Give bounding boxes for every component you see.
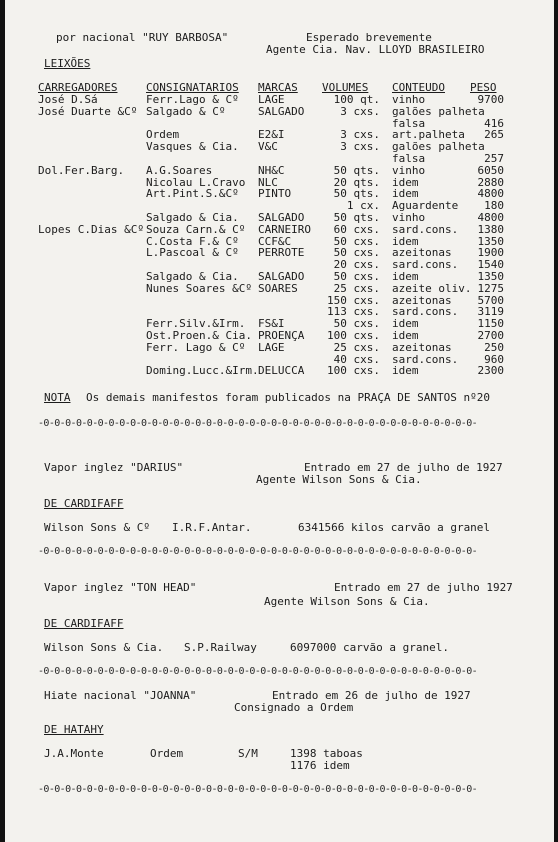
- note-text: Os demais manifestos foram publicados na PRAÇA DE SANTOS nº20: [86, 391, 490, 404]
- cell-contents: idem: [392, 317, 419, 331]
- joanna-vessel: Hiate nacional "JOANNA": [44, 689, 197, 702]
- col-consignee: CONSIGNATARIOS: [146, 81, 239, 94]
- col-shipper: CARREGADORES: [38, 81, 118, 94]
- cell-consignee: Salgado & Cº: [146, 104, 226, 118]
- cell-marks: SALGADO: [258, 104, 305, 118]
- joanna-marks: S/M: [238, 747, 258, 760]
- cell-marks: E2&I: [258, 128, 285, 142]
- scan-edge-right: [554, 0, 558, 842]
- cell-volumes: 50 cxs.: [333, 234, 380, 248]
- joanna-consigned: Consignado a Ordem: [234, 701, 354, 714]
- cell-contents: vinho: [392, 211, 426, 224]
- tonhead-arrival: Entrado em 27 de julho 1927: [334, 581, 513, 594]
- cell-volumes: 3 cxs.: [340, 104, 380, 118]
- origin-port: LEIXÕES: [44, 57, 91, 70]
- tonhead-origin: DE CARDIFAFF: [44, 617, 124, 630]
- cell-contents: vinho: [392, 93, 426, 106]
- cell-consignee: Ferr.Lago & Cº: [146, 93, 239, 106]
- cell-weight: 1350: [477, 234, 504, 248]
- cell-contents: azeite oliv.: [392, 281, 472, 295]
- cell-consignee: Salgado & Cia.: [146, 211, 239, 224]
- cell-consignee: Salgado & Cia.: [146, 270, 239, 283]
- cell-consignee: C.Costa F.& Cº: [146, 234, 239, 248]
- cell-weight: 6050: [477, 163, 504, 177]
- cell-marks: CCF&C: [258, 234, 292, 248]
- cell-contents: Aguardente: [392, 199, 459, 213]
- cell-contents: azeitonas: [392, 246, 452, 260]
- col-contents: CONTEUDO: [392, 81, 445, 94]
- cell-weight: 4800: [477, 187, 504, 201]
- cell-marks: PERROTE: [258, 246, 305, 260]
- cell-shipper: José Duarte &Cº: [38, 104, 138, 118]
- cell-weight: 1275: [477, 281, 504, 295]
- joanna-arrival: Entrado em 26 de julho de 1927: [272, 689, 471, 702]
- cell-marks: PINTO: [258, 187, 292, 201]
- cell-contents: art.palheta: [392, 128, 465, 142]
- cell-marks: SALGADO: [258, 270, 305, 283]
- cell-weight: 9700: [477, 93, 504, 106]
- cell-volumes: 3 cxs.: [340, 140, 380, 154]
- cell-volumes: 50 cxs.: [333, 270, 380, 283]
- cell-contents: idem: [392, 175, 419, 189]
- cell-volumes: 50 cxs.: [333, 246, 380, 260]
- cell-volumes: 50 qts.: [333, 163, 380, 177]
- cell-contents: falsa: [392, 116, 426, 130]
- cell-marks: PROENÇA: [258, 329, 305, 342]
- vessel-title: por nacional "RUY BARBOSA": [56, 31, 229, 44]
- cell-weight: 180: [484, 199, 504, 213]
- cell-volumes: 40 cxs.: [333, 352, 380, 366]
- cell-contents: vinho: [392, 163, 426, 177]
- cell-weight: 3119: [477, 305, 504, 319]
- tonhead-shipper: Wilson Sons & Cia.: [44, 641, 164, 654]
- darius-origin: DE CARDIFAFF: [44, 497, 124, 510]
- darius-vessel: Vapor inglez "DARIUS": [44, 461, 184, 474]
- cell-marks: DELUCCA: [258, 364, 305, 378]
- cell-volumes: 20 qts.: [333, 175, 380, 189]
- tonhead-consignee: S.P.Railway: [184, 641, 257, 654]
- cell-volumes: 100 cxs.: [327, 329, 380, 342]
- separator: -0-0-0-0-0-0-0-0-0-0-0-0-0-0-0-0-0-0-0-0-0-0-0-0-0-0-0-0-0-0-0-0-0-0-0-0-0-0-0-0-: [38, 546, 478, 557]
- cell-consignee: L.Pascoal & Cº: [146, 246, 239, 260]
- cell-weight: 1900: [477, 246, 504, 260]
- cell-weight: 2700: [477, 329, 504, 342]
- scan-edge-left: [0, 0, 5, 842]
- joanna-cargo-2: 1176 idem: [290, 759, 350, 772]
- cell-volumes: 100 qt.: [333, 93, 380, 106]
- tonhead-agent: Agente Wilson Sons & Cia.: [264, 595, 430, 608]
- cell-contents: sard.cons.: [392, 352, 459, 366]
- separator: -0-0-0-0-0-0-0-0-0-0-0-0-0-0-0-0-0-0-0-0-0-0-0-0-0-0-0-0-0-0-0-0-0-0-0-0-0-0-0-0-: [38, 418, 478, 429]
- cell-volumes: 1 cx.: [346, 199, 380, 213]
- cell-volumes: 50 qts.: [333, 211, 380, 224]
- cell-consignee: A.G.Soares: [146, 163, 213, 177]
- note-label: NOTA: [44, 391, 71, 404]
- cell-contents: sard.cons.: [392, 258, 459, 272]
- col-weight: PESO: [470, 81, 497, 94]
- separator: -0-0-0-0-0-0-0-0-0-0-0-0-0-0-0-0-0-0-0-0-0-0-0-0-0-0-0-0-0-0-0-0-0-0-0-0-0-0-0-0-: [38, 784, 478, 795]
- cell-shipper: Lopes C.Dias &Cº: [38, 222, 144, 236]
- cell-volumes: 150 cxs.: [327, 293, 380, 307]
- cell-volumes: 100 cxs.: [327, 364, 380, 378]
- cell-marks: LAGE: [258, 93, 285, 106]
- cell-contents: idem: [392, 329, 419, 342]
- cell-consignee: Ost.Proen.& Cia.: [146, 329, 252, 342]
- col-marks: MARCAS: [258, 81, 298, 94]
- cell-weight: 1540: [477, 258, 504, 272]
- cell-marks: LAGE: [258, 340, 285, 354]
- cell-consignee: Doming.Lucc.&Irm.: [146, 364, 259, 378]
- cell-marks: NH&C: [258, 163, 285, 177]
- cell-consignee: Ferr. Lago & Cº: [146, 340, 246, 354]
- cell-weight: 4800: [477, 211, 504, 224]
- cell-contents: falsa: [392, 152, 426, 165]
- expected-status: Esperado brevemente: [306, 31, 432, 44]
- cell-consignee: Art.Pint.S.&Cº: [146, 187, 239, 201]
- darius-cargo: 6341566 kilos carvão a granel: [298, 521, 491, 534]
- cell-contents: azeitonas: [392, 293, 452, 307]
- cell-marks: FS&I: [258, 317, 285, 331]
- cell-weight: 265: [484, 128, 504, 142]
- col-volumes: VOLUMES: [322, 81, 369, 94]
- cell-shipper: Dol.Fer.Barg.: [38, 163, 125, 177]
- cell-consignee: Nunes Soares &Cº: [146, 281, 252, 295]
- tonhead-cargo: 6097000 carvão a granel.: [290, 641, 449, 654]
- tonhead-vessel: Vapor inglez "TON HEAD": [44, 581, 197, 594]
- cell-volumes: 20 cxs.: [333, 258, 380, 272]
- cell-shipper: José D.Sá: [38, 93, 98, 106]
- joanna-shipper: J.A.Monte: [44, 747, 104, 760]
- cell-contents: sard.cons.: [392, 305, 459, 319]
- joanna-cargo-1: 1398 taboas: [290, 747, 363, 760]
- cell-weight: 2300: [477, 364, 504, 378]
- cell-contents: idem: [392, 187, 419, 201]
- cell-volumes: 50 qts.: [333, 187, 380, 201]
- cell-volumes: 50 cxs.: [333, 317, 380, 331]
- cell-marks: CARNEIRO: [258, 222, 311, 236]
- cell-weight: 250: [484, 340, 504, 354]
- cell-weight: 1350: [477, 270, 504, 283]
- cell-volumes: 3 cxs.: [340, 128, 380, 142]
- cell-weight: 2880: [477, 175, 504, 189]
- cell-consignee: Ordem: [146, 128, 180, 142]
- cell-weight: 960: [484, 352, 504, 366]
- cell-marks: SOARES: [258, 281, 298, 295]
- cell-contents: galões palheta: [392, 104, 485, 118]
- cell-contents: galões palheta: [392, 140, 485, 154]
- cell-marks: NLC: [258, 175, 278, 189]
- cell-weight: 1150: [477, 317, 504, 331]
- cell-contents: azeitonas: [392, 340, 452, 354]
- separator: -0-0-0-0-0-0-0-0-0-0-0-0-0-0-0-0-0-0-0-0-0-0-0-0-0-0-0-0-0-0-0-0-0-0-0-0-0-0-0-0-: [38, 666, 478, 677]
- agent-line: Agente Cia. Nav. LLOYD BRASILEIRO: [266, 43, 485, 56]
- joanna-consignee: Ordem: [150, 747, 184, 760]
- cell-volumes: 25 cxs.: [333, 281, 380, 295]
- cell-marks: SALGADO: [258, 211, 305, 224]
- cell-weight: 257: [484, 152, 504, 165]
- cell-volumes: 25 cxs.: [333, 340, 380, 354]
- cell-contents: idem: [392, 364, 419, 378]
- cell-contents: sard.cons.: [392, 222, 459, 236]
- cell-weight: 416: [484, 116, 504, 130]
- cell-marks: V&C: [258, 140, 278, 154]
- darius-arrival: Entrado em 27 de julho de 1927: [304, 461, 503, 474]
- cell-volumes: 113 cxs.: [327, 305, 380, 319]
- cell-consignee: Nicolau L.Cravo: [146, 175, 246, 189]
- cell-weight: 1380: [477, 222, 504, 236]
- cell-consignee: Ferr.Silv.&Irm.: [146, 317, 246, 331]
- cell-contents: idem: [392, 270, 419, 283]
- cell-consignee: Souza Carn.& Cº: [146, 222, 246, 236]
- darius-consignee: I.R.F.Antar.: [172, 521, 252, 534]
- darius-agent: Agente Wilson Sons & Cia.: [256, 473, 422, 486]
- joanna-origin: DE HATAHY: [44, 723, 104, 736]
- cell-volumes: 60 cxs.: [333, 222, 380, 236]
- darius-shipper: Wilson Sons & Cº: [44, 521, 150, 534]
- cell-consignee: Vasques & Cia.: [146, 140, 239, 154]
- cell-contents: idem: [392, 234, 419, 248]
- cell-weight: 5700: [477, 293, 504, 307]
